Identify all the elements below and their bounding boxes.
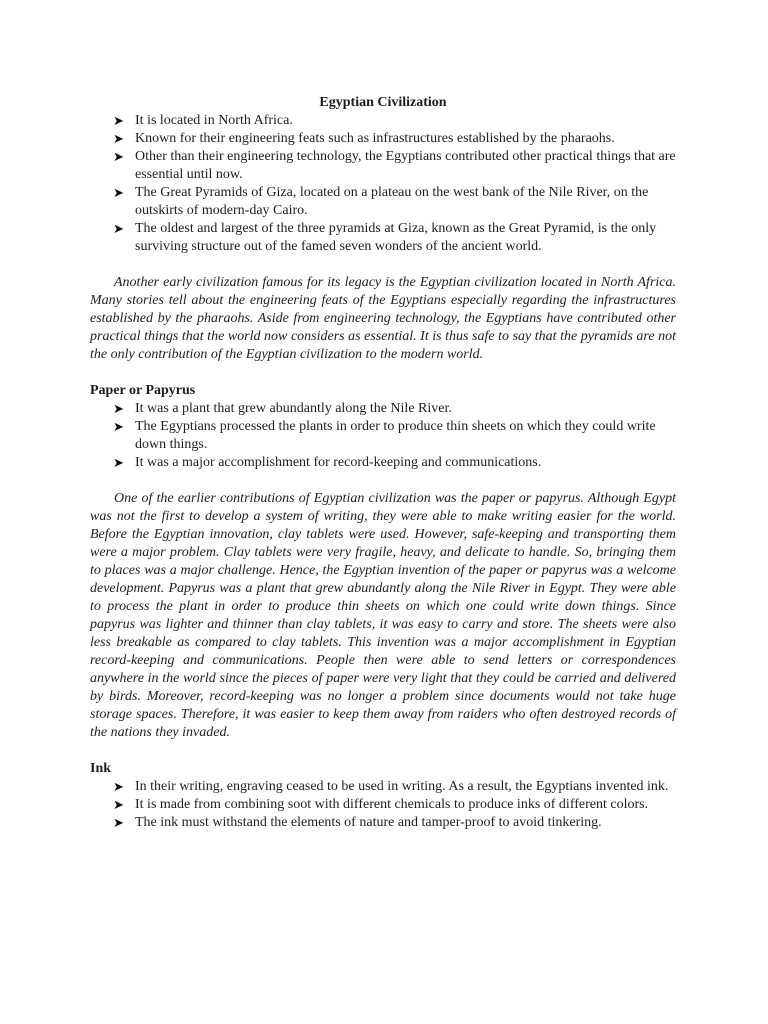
paper-bullet-list bbox=[90, 400, 676, 472]
list-item bbox=[90, 220, 676, 256]
arrowhead-bullet-icon: ➤ bbox=[113, 113, 124, 128]
paper-paragraph: One of the earlier contributions of Egyptian civilization was the paper or papyrus. Although Egypt was not the first to develop a system of writing, they were able to make writing easier for the world. Before the Egyptian innovation, clay tablets were used. However, safe-keeping and transporting them were a major problem. Clay tablets were very fragile, heavy, and delicate to handle. So, bringing them to places was a major challenge. Hence, the Egyptian invention of the paper or papyrus was a welcome development. Papyrus was a plant that grew abundantly along the Nile River in Egypt. They were able to process the plant in order to produce thin sheets on which one could write down things. Since papyrus was lighter and thinner than clay tablets, it was easy to carry and store. The sheets were also less breakable as compared to clay tablets. This invention was a major accomplishment in Egyptian record-keeping and communications. People then were able to send letters or correspondences anywhere in the world since the pieces of paper were very light that they could be carried and delivered by birds. Moreover, record-keeping was no longer a problem since documents would not take huge storage spaces. Therefore, it was easier to keep them away from raiders who often destroyed records of the nations they invaded. bbox=[90, 491, 676, 740]
list-item bbox=[90, 418, 676, 454]
list-item bbox=[90, 814, 676, 832]
list-item bbox=[90, 796, 676, 814]
spacer bbox=[90, 256, 676, 274]
list-item-text: It is made from combining soot with different chemicals to produce inks of different colors. bbox=[135, 797, 649, 812]
list-item bbox=[90, 130, 676, 148]
document-title: Egyptian Civilization bbox=[319, 95, 447, 110]
list-item-text: Other than their engineering technology, the Egyptians contributed other practical things that are essential until now. bbox=[135, 149, 676, 182]
list-item-text: It is located in North Africa. bbox=[135, 113, 293, 128]
list-item-text: The oldest and largest of the three pyramids at Giza, known as the Great Pyramid, is the only surviving structure out of the famed seven wonders of the ancient world. bbox=[135, 221, 657, 254]
list-item-text: Known for their engineering feats such as infrastructures established by the pharaohs. bbox=[135, 131, 615, 146]
list-item bbox=[90, 184, 676, 220]
list-item bbox=[90, 400, 676, 418]
list-item-text: The Egyptians processed the plants in order to produce thin sheets on which they could write down things. bbox=[135, 419, 656, 452]
section-heading-paper: Paper or Papyrus bbox=[90, 383, 196, 398]
list-item-text: The ink must withstand the elements of nature and tamper-proof to avoid tinkering. bbox=[135, 815, 602, 830]
spacer bbox=[90, 742, 676, 760]
intro-paragraph: Another early civilization famous for its legacy is the Egyptian civilization located in North Africa. Many stories tell about the engineering feats of the Egyptians especially regarding the infrastructures established by the pharaohs. Aside from engineering technology, the Egyptians have contributed other practical things that the world now considers as essential. It is thus safe to say that the pyramids are not the only contribution of the Egyptian civilization to the modern world. bbox=[90, 275, 676, 362]
list-item-text: It was a major accomplishment for record-keeping and communications. bbox=[135, 455, 542, 470]
list-item-text: It was a plant that grew abundantly along the Nile River. bbox=[135, 401, 452, 416]
arrowhead-bullet-icon: ➤ bbox=[113, 455, 124, 470]
arrowhead-bullet-icon: ➤ bbox=[113, 779, 124, 794]
list-item bbox=[90, 454, 676, 472]
arrowhead-bullet-icon: ➤ bbox=[113, 401, 124, 416]
intro-bullet-list bbox=[90, 112, 676, 256]
list-item bbox=[90, 778, 676, 796]
list-item-text: The Great Pyramids of Giza, located on a plateau on the west bank of the Nile River, on the outskirts of modern-day Cairo. bbox=[135, 185, 649, 218]
arrowhead-bullet-icon: ➤ bbox=[113, 149, 124, 164]
spacer bbox=[90, 364, 676, 382]
arrowhead-bullet-icon: ➤ bbox=[113, 419, 124, 434]
arrowhead-bullet-icon: ➤ bbox=[113, 815, 124, 830]
arrowhead-bullet-icon: ➤ bbox=[113, 797, 124, 812]
section-heading-ink: Ink bbox=[90, 761, 112, 776]
list-item bbox=[90, 148, 676, 184]
document-body bbox=[90, 94, 676, 832]
arrowhead-bullet-icon: ➤ bbox=[113, 221, 124, 236]
ink-bullet-list bbox=[90, 778, 676, 832]
arrowhead-bullet-icon: ➤ bbox=[113, 131, 124, 146]
list-item bbox=[90, 112, 676, 130]
arrowhead-bullet-icon: ➤ bbox=[113, 185, 124, 200]
spacer bbox=[90, 472, 676, 490]
list-item-text: In their writing, engraving ceased to be used in writing. As a result, the Egyptians invented ink. bbox=[135, 779, 669, 794]
